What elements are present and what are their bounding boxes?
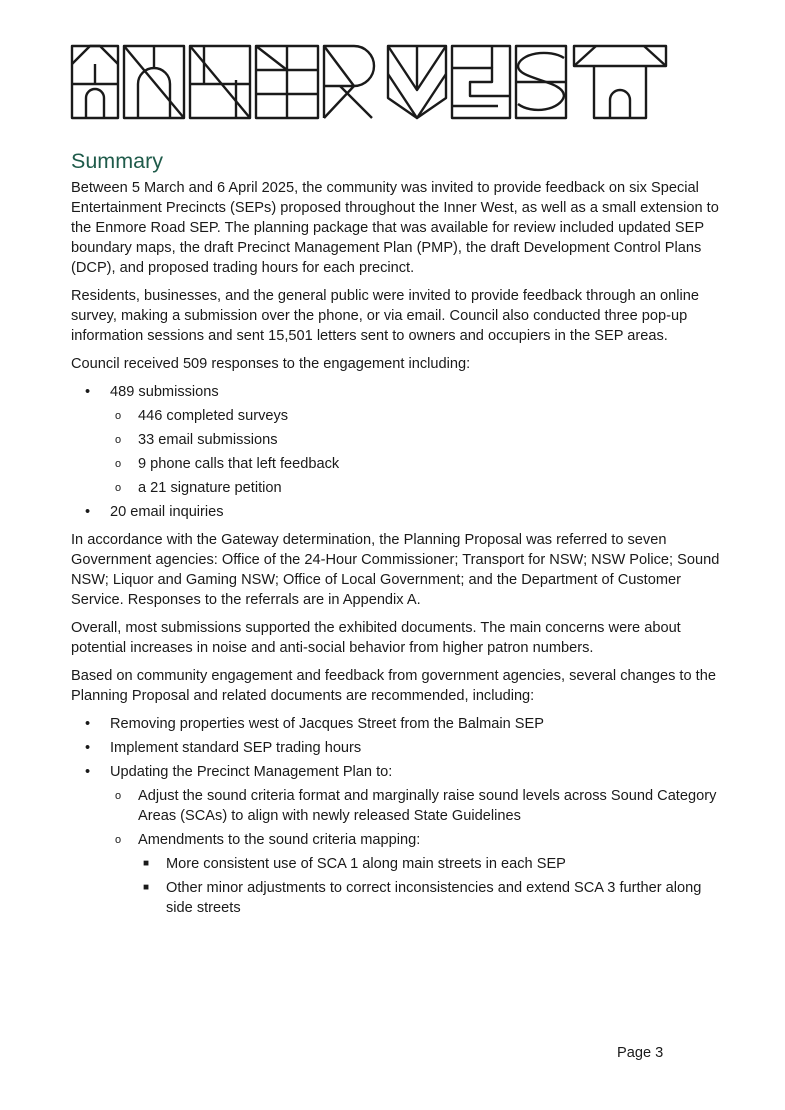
list-item: o a 21 signature petition — [115, 480, 282, 496]
agencies-paragraph: In accordance with the Gateway determination, the Planning Proposal was referred to seven Government agencies: Office of the 24-Hour Commissioner; Transport for NSW; NSW Police; Sound NSW; Liquor and Gaming NSW; Office of Local Government; and the Department of Customer Service. Responses to the referrals are in Appendix A. — [71, 532, 720, 608]
logo-letter-s — [516, 46, 566, 118]
list-item: o Adjust the sound criteria format and marginally raise sound levels across Sound Category Areas (SCAs) to align with newly released State Guidelines — [115, 788, 717, 824]
list-item: o Amendments to the sound criteria mapping: — [115, 832, 421, 848]
changes-intro: Based on community engagement and feedback from government agencies, several changes to the Planning Proposal and related documents are recommended, including: — [71, 668, 716, 704]
responses-list — [71, 382, 721, 522]
list-item: • Removing properties west of Jacques Street from the Balmain SEP — [85, 716, 544, 732]
summary-section — [71, 148, 721, 926]
list-item: • Updating the Precinct Management Plan to: — [85, 764, 393, 780]
logo-letter-r — [324, 46, 374, 118]
concerns-paragraph: Overall, most submissions supported the exhibited documents. The main concerns were about potential increases in noise and anti-social behavior from higher patron numbers. — [71, 620, 681, 656]
page-number: Page 3 — [617, 1045, 664, 1061]
logo-letter-n2 — [190, 46, 250, 118]
responses-intro: Council received 509 responses to the engagement including: — [71, 356, 471, 372]
logo-letter-i — [72, 46, 118, 118]
list-item: • Implement standard SEP trading hours — [85, 740, 362, 756]
list-item: o 446 completed surveys — [115, 408, 289, 424]
logo-letter-e — [256, 46, 318, 118]
logo-letter-t — [574, 46, 666, 118]
inner-west-logo — [70, 44, 668, 120]
logo-letter-e2 — [452, 46, 510, 118]
methods-paragraph: Residents, businesses, and the general public were invited to provide feedback through an online survey, making a submission over the phone, or via email. Council also conducted three pop-up information sessions and sent 15,501 letters sent to owners and occupiers in the SEP areas. — [71, 288, 699, 344]
list-item: • 489 submissions — [85, 384, 219, 400]
changes-list — [71, 714, 721, 918]
logo-letter-n1 — [124, 46, 184, 118]
intro-paragraph: Between 5 March and 6 April 2025, the community was invited to provide feedback on six Special Entertainment Precincts (SEPs) proposed throughout the Inner West, as well as a small extension to the Enmore Road SEP. The planning package that was available for review included updated SEP boundary maps, the draft Precinct Management Plan (PMP), the draft Development Control Plans (DCP), and proposed trading hours for each precinct. — [71, 180, 719, 276]
list-item: • 20 email inquiries — [85, 504, 224, 520]
logo-letter-w — [388, 46, 446, 118]
list-item: ■ More consistent use of SCA 1 along main streets in each SEP — [143, 856, 566, 872]
list-item: o 33 email submissions — [115, 432, 278, 448]
list-item: o 9 phone calls that left feedback — [115, 456, 340, 472]
list-item: ■ Other minor adjustments to correct inconsistencies and extend SCA 3 further along side streets — [143, 880, 702, 916]
section-title: Summary — [71, 149, 163, 173]
